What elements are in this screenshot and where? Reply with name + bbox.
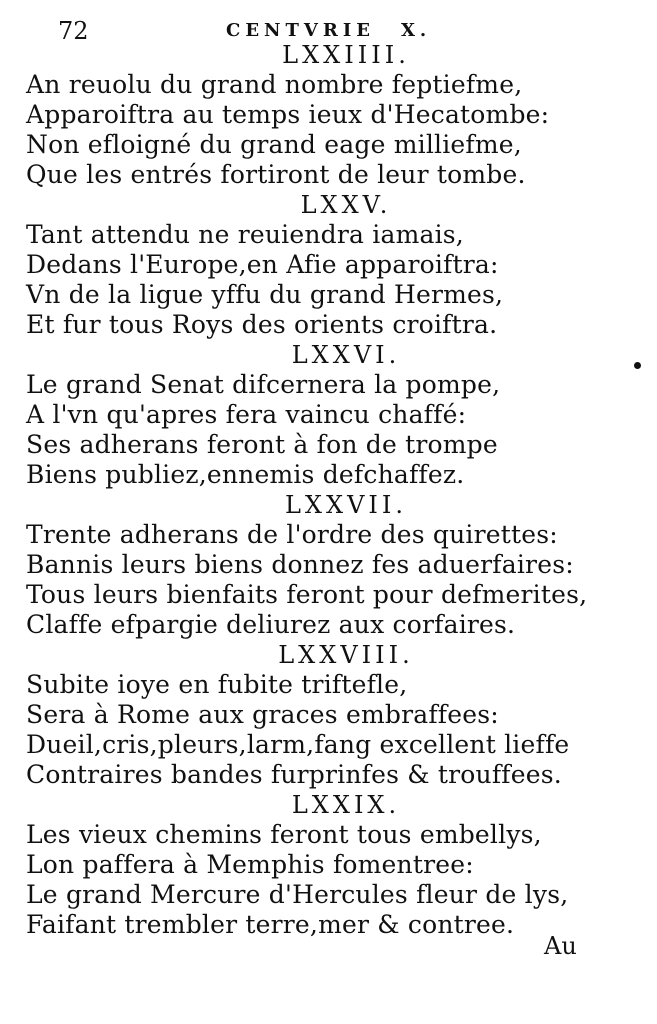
verse-line: Que les entrés fortiront de leur tombe. [26, 160, 526, 189]
verse-line: An reuolu du grand nombre feptiefme, [26, 70, 523, 99]
verse-line: Tous leurs bienfaits feront pour defmerites, [26, 580, 588, 609]
verse-line: Dedans l'Europe,en Afie apparoiftra: [26, 250, 499, 279]
quatrain [26, 490, 626, 640]
quatrain-number: LXXVIII. [278, 641, 414, 669]
verse-line: Le grand Senat difcernera la pompe, [26, 370, 501, 399]
quatrain [26, 40, 626, 190]
quatrain [26, 640, 626, 790]
quatrain-list [26, 40, 626, 940]
page-number: 72 [58, 17, 89, 45]
verse-line: Vn de la ligue yffu du grand Hermes, [26, 280, 504, 309]
quatrain-number: LXXIIII. [282, 41, 410, 69]
verse-line: Subite ioye en fubite triftefle, [26, 670, 408, 699]
running-head-title: CENTVRIE [226, 20, 375, 41]
verse-line: A l'vn qu'apres fera vaincu chaffé: [26, 400, 467, 429]
quatrain-number: LXXVI. [291, 341, 401, 369]
verse-line: Bannis leurs biens donnez fes aduerfaires: [26, 550, 574, 579]
verse-line: Dueil,cris,pleurs,larm,fang excellent lieffe [26, 730, 570, 759]
quatrain [26, 340, 626, 490]
running-head [226, 20, 431, 42]
verse-line: Et fur tous Roys des orients croiftra. [26, 310, 498, 339]
verse-line: Biens publiez,ennemis defchaffez. [26, 460, 465, 489]
verse-line: Ses adherans feront à fon de trompe [26, 430, 498, 459]
verse-line: Contraires bandes furprinfes & trouffees. [26, 760, 562, 789]
quatrain-number: LXXV. [300, 191, 392, 219]
catchword: Au [544, 932, 577, 960]
verse-line: Sera à Rome aux graces embraffees: [26, 700, 499, 729]
quatrain [26, 190, 626, 340]
quatrain [26, 790, 626, 940]
verse-line: Trente adherans de l'ordre des quirettes: [26, 520, 558, 549]
verse-line: Lon paffera à Memphis fomentree: [26, 850, 474, 879]
running-head-volume: X. [400, 20, 432, 41]
verse-line: Claffe efpargie deliurez aux corfaires. [26, 610, 516, 639]
ink-spot [634, 362, 641, 369]
verse-line: Le grand Mercure d'Hercules fleur de lys, [26, 880, 569, 909]
verse-line: Tant attendu ne reuiendra iamais, [26, 220, 464, 249]
quatrain-number: LXXIX. [291, 791, 401, 819]
verse-line: Les vieux chemins feront tous embellys, [26, 820, 542, 849]
verse-line: Apparoiftra au temps ieux d'Hecatombe: [26, 100, 550, 129]
verse-line: Non efloigné du grand eage milliefme, [26, 130, 522, 159]
verse-line: Faifant trembler terre,mer & contree. [26, 910, 515, 939]
quatrain-number: LXXVII. [284, 491, 408, 519]
